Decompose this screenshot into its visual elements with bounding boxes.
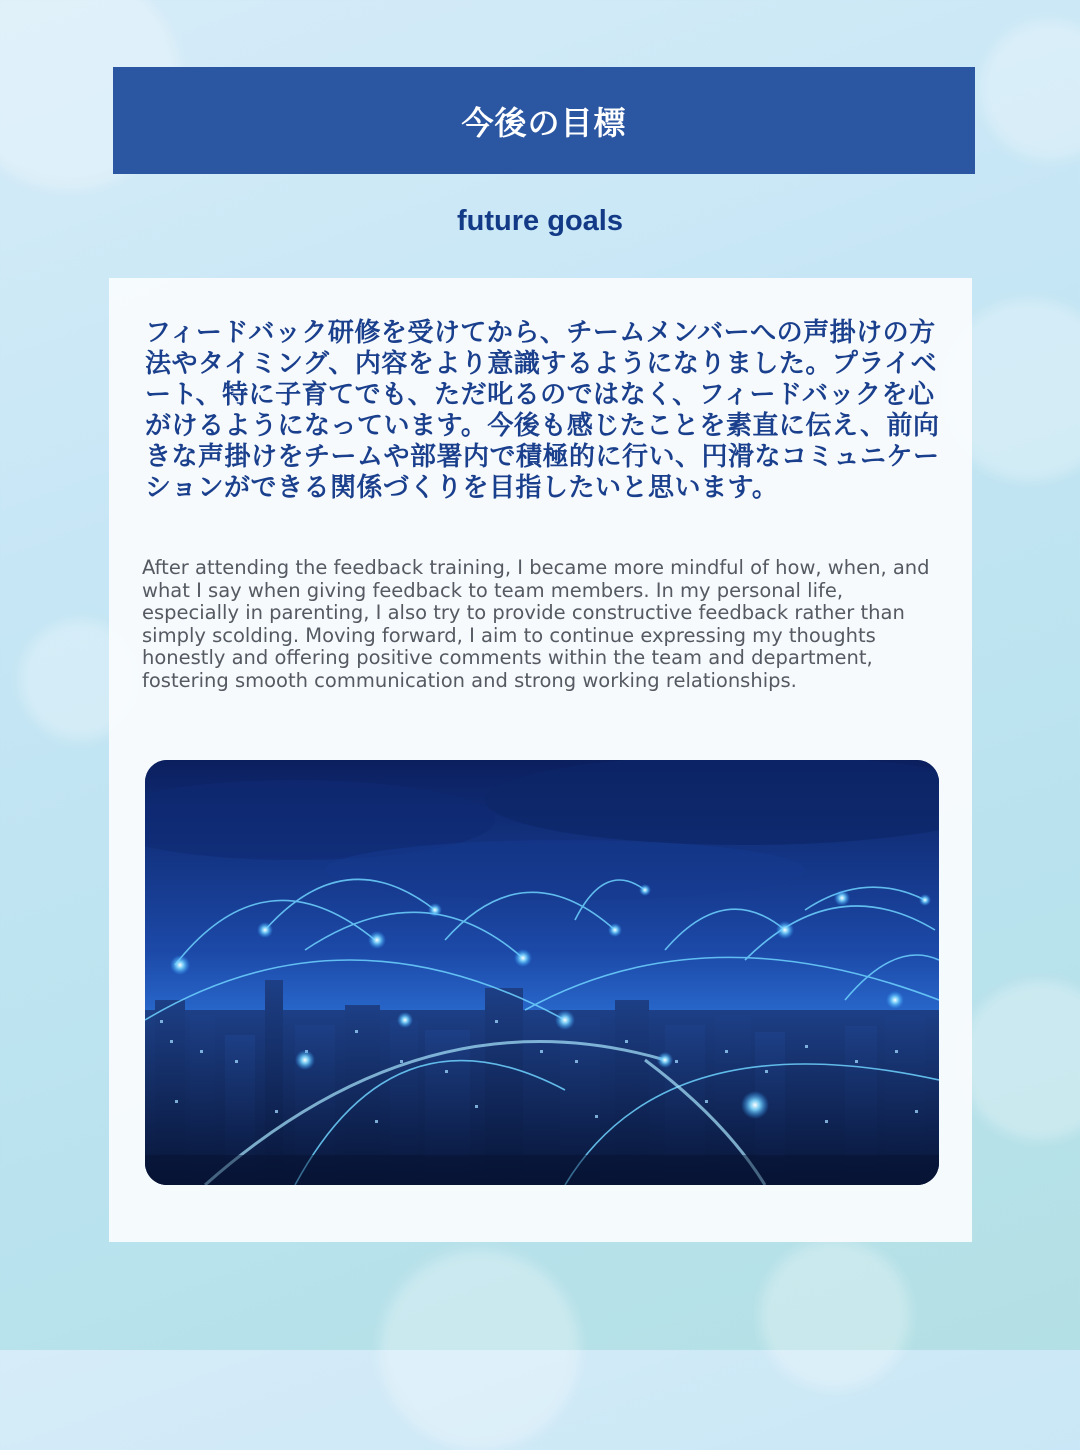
title-banner [113, 67, 975, 174]
japanese-paragraph: フィードバック研修を受けてから、チームメンバーへの声掛けの方法やタイミング、内容をより意識するようになりました。プライベート、特に子育てでも、ただ叱るのではなく、フィードバックを心がけるようになっています。今後も感じたことを素直に伝え、前向きな声掛けをチームや部署内で積極的に行い、円滑なコミュニケーションができる関係づくりを目指したいと思います。 [145, 318, 940, 503]
city-skyline [145, 980, 939, 1185]
bokeh-light [960, 980, 1080, 1140]
bokeh-light [380, 1250, 580, 1450]
page-subtitle: future goals [457, 205, 623, 237]
night-city-network-photo [145, 760, 939, 1185]
page-title: 今後の目標 [461, 103, 627, 142]
content-card [109, 278, 972, 1242]
bokeh-light [760, 1240, 910, 1390]
english-paragraph: After attending the feedback training, I became more mindful of how, when, and what I say when giving feedback to team members. In my personal life, especially in parenting, I also try to provide constructive feedback rather than simply scolding. Moving forward, I aim to continue expressing my thoughts honestly and offering positive comments within the team and department, fostering smooth communication and strong working relationships. [142, 556, 930, 692]
bokeh-light [980, 20, 1080, 160]
